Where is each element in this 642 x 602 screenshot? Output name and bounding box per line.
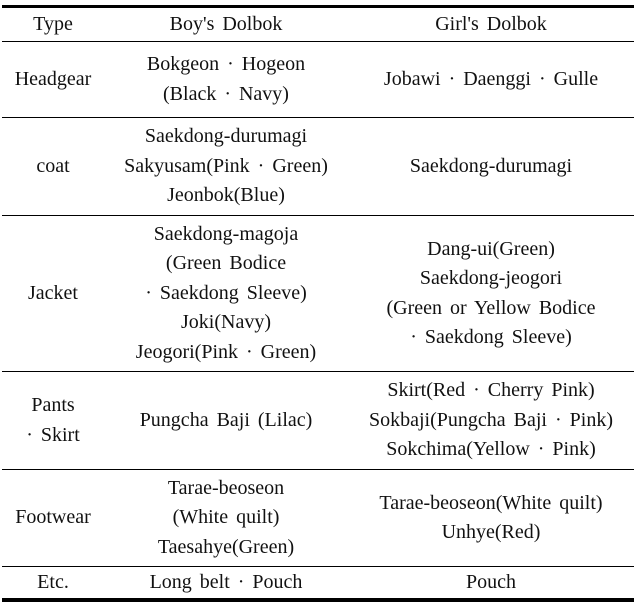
type-cell bbox=[2, 42, 104, 118]
type-cell bbox=[2, 216, 104, 372]
boy-line: Taesahye(Green) bbox=[157, 535, 295, 558]
girl-line: Saekdong-durumagi bbox=[409, 154, 573, 177]
type-label: Footwear bbox=[15, 506, 91, 529]
girl-line: Jobawi · Daenggi · Gulle bbox=[383, 67, 599, 90]
girl-line: (Green or Yellow Bodice bbox=[386, 296, 596, 319]
boy-line: Jeogori(Pink · Green) bbox=[135, 340, 317, 363]
header-type: Type bbox=[2, 7, 104, 42]
dolbok-table-container bbox=[2, 5, 634, 602]
table-row-headgear bbox=[2, 42, 634, 118]
boy-line: Long belt · Pouch bbox=[149, 570, 303, 593]
boy-line: Bokgeon · Hogeon bbox=[146, 53, 306, 75]
table-row-etc bbox=[2, 567, 634, 600]
boy-line: Pungcha Baji (Lilac) bbox=[139, 408, 313, 431]
boy-line: · Saekdong Sleeve) bbox=[145, 281, 307, 304]
boy-cell bbox=[104, 567, 348, 600]
boy-cell bbox=[104, 42, 348, 118]
type-cell bbox=[2, 567, 104, 600]
boy-line: (Black · Navy) bbox=[163, 82, 289, 105]
boy-line: Saekdong-magoja bbox=[153, 222, 299, 245]
girl-line: Unhye(Red) bbox=[441, 521, 541, 543]
boy-cell bbox=[104, 372, 348, 470]
boy-line: Sakyusam(Pink · Green) bbox=[124, 154, 328, 177]
type-label: · Skirt bbox=[26, 423, 80, 446]
type-label: coat bbox=[36, 154, 70, 177]
header-boys-dolbok: Boy's Dolbok bbox=[104, 7, 348, 42]
girl-cell bbox=[348, 372, 634, 470]
boy-cell bbox=[104, 118, 348, 216]
header-row bbox=[2, 7, 634, 42]
dolbok-table bbox=[2, 5, 634, 602]
boy-line: Tarae-beoseon bbox=[167, 476, 285, 499]
girl-line: Sokbaji(Pungcha Baji · Pink) bbox=[369, 408, 613, 431]
table-row-jacket bbox=[2, 216, 634, 372]
type-cell bbox=[2, 372, 104, 470]
girl-cell bbox=[348, 567, 634, 600]
type-label: Headgear bbox=[14, 67, 92, 90]
header-girls-dolbok: Girl's Dolbok bbox=[348, 7, 634, 42]
girl-line: Tarae-beoseon(White quilt) bbox=[379, 491, 603, 514]
type-label: Etc. bbox=[37, 570, 69, 593]
table-row-footwear bbox=[2, 470, 634, 567]
type-cell bbox=[2, 470, 104, 567]
girl-line: Skirt(Red · Cherry Pink) bbox=[387, 379, 595, 402]
boy-cell bbox=[104, 216, 348, 372]
type-cell bbox=[2, 118, 104, 216]
girl-cell bbox=[348, 118, 634, 216]
type-label: Pants bbox=[31, 394, 75, 416]
table-row-coat bbox=[2, 118, 634, 216]
girl-line: Pouch bbox=[466, 570, 516, 593]
girl-cell bbox=[348, 216, 634, 372]
boy-cell bbox=[104, 470, 348, 567]
girl-line: Saekdong-jeogori bbox=[419, 267, 563, 289]
girl-cell bbox=[348, 42, 634, 118]
girl-line: Sokchima(Yellow · Pink) bbox=[386, 438, 596, 461]
boy-line: Jeonbok(Blue) bbox=[167, 184, 285, 207]
girl-line: Dang-ui(Green) bbox=[427, 237, 555, 260]
girl-line: · Saekdong Sleeve) bbox=[410, 326, 572, 348]
boy-line: (Green Bodice bbox=[165, 252, 287, 275]
girl-cell bbox=[348, 470, 634, 567]
type-label: Jacket bbox=[28, 281, 78, 304]
boy-line: Saekdong-durumagi bbox=[144, 125, 308, 148]
table-row-pants-skirt bbox=[2, 372, 634, 470]
boy-line: Joki(Navy) bbox=[181, 311, 271, 334]
boy-line: (White quilt) bbox=[172, 506, 280, 529]
